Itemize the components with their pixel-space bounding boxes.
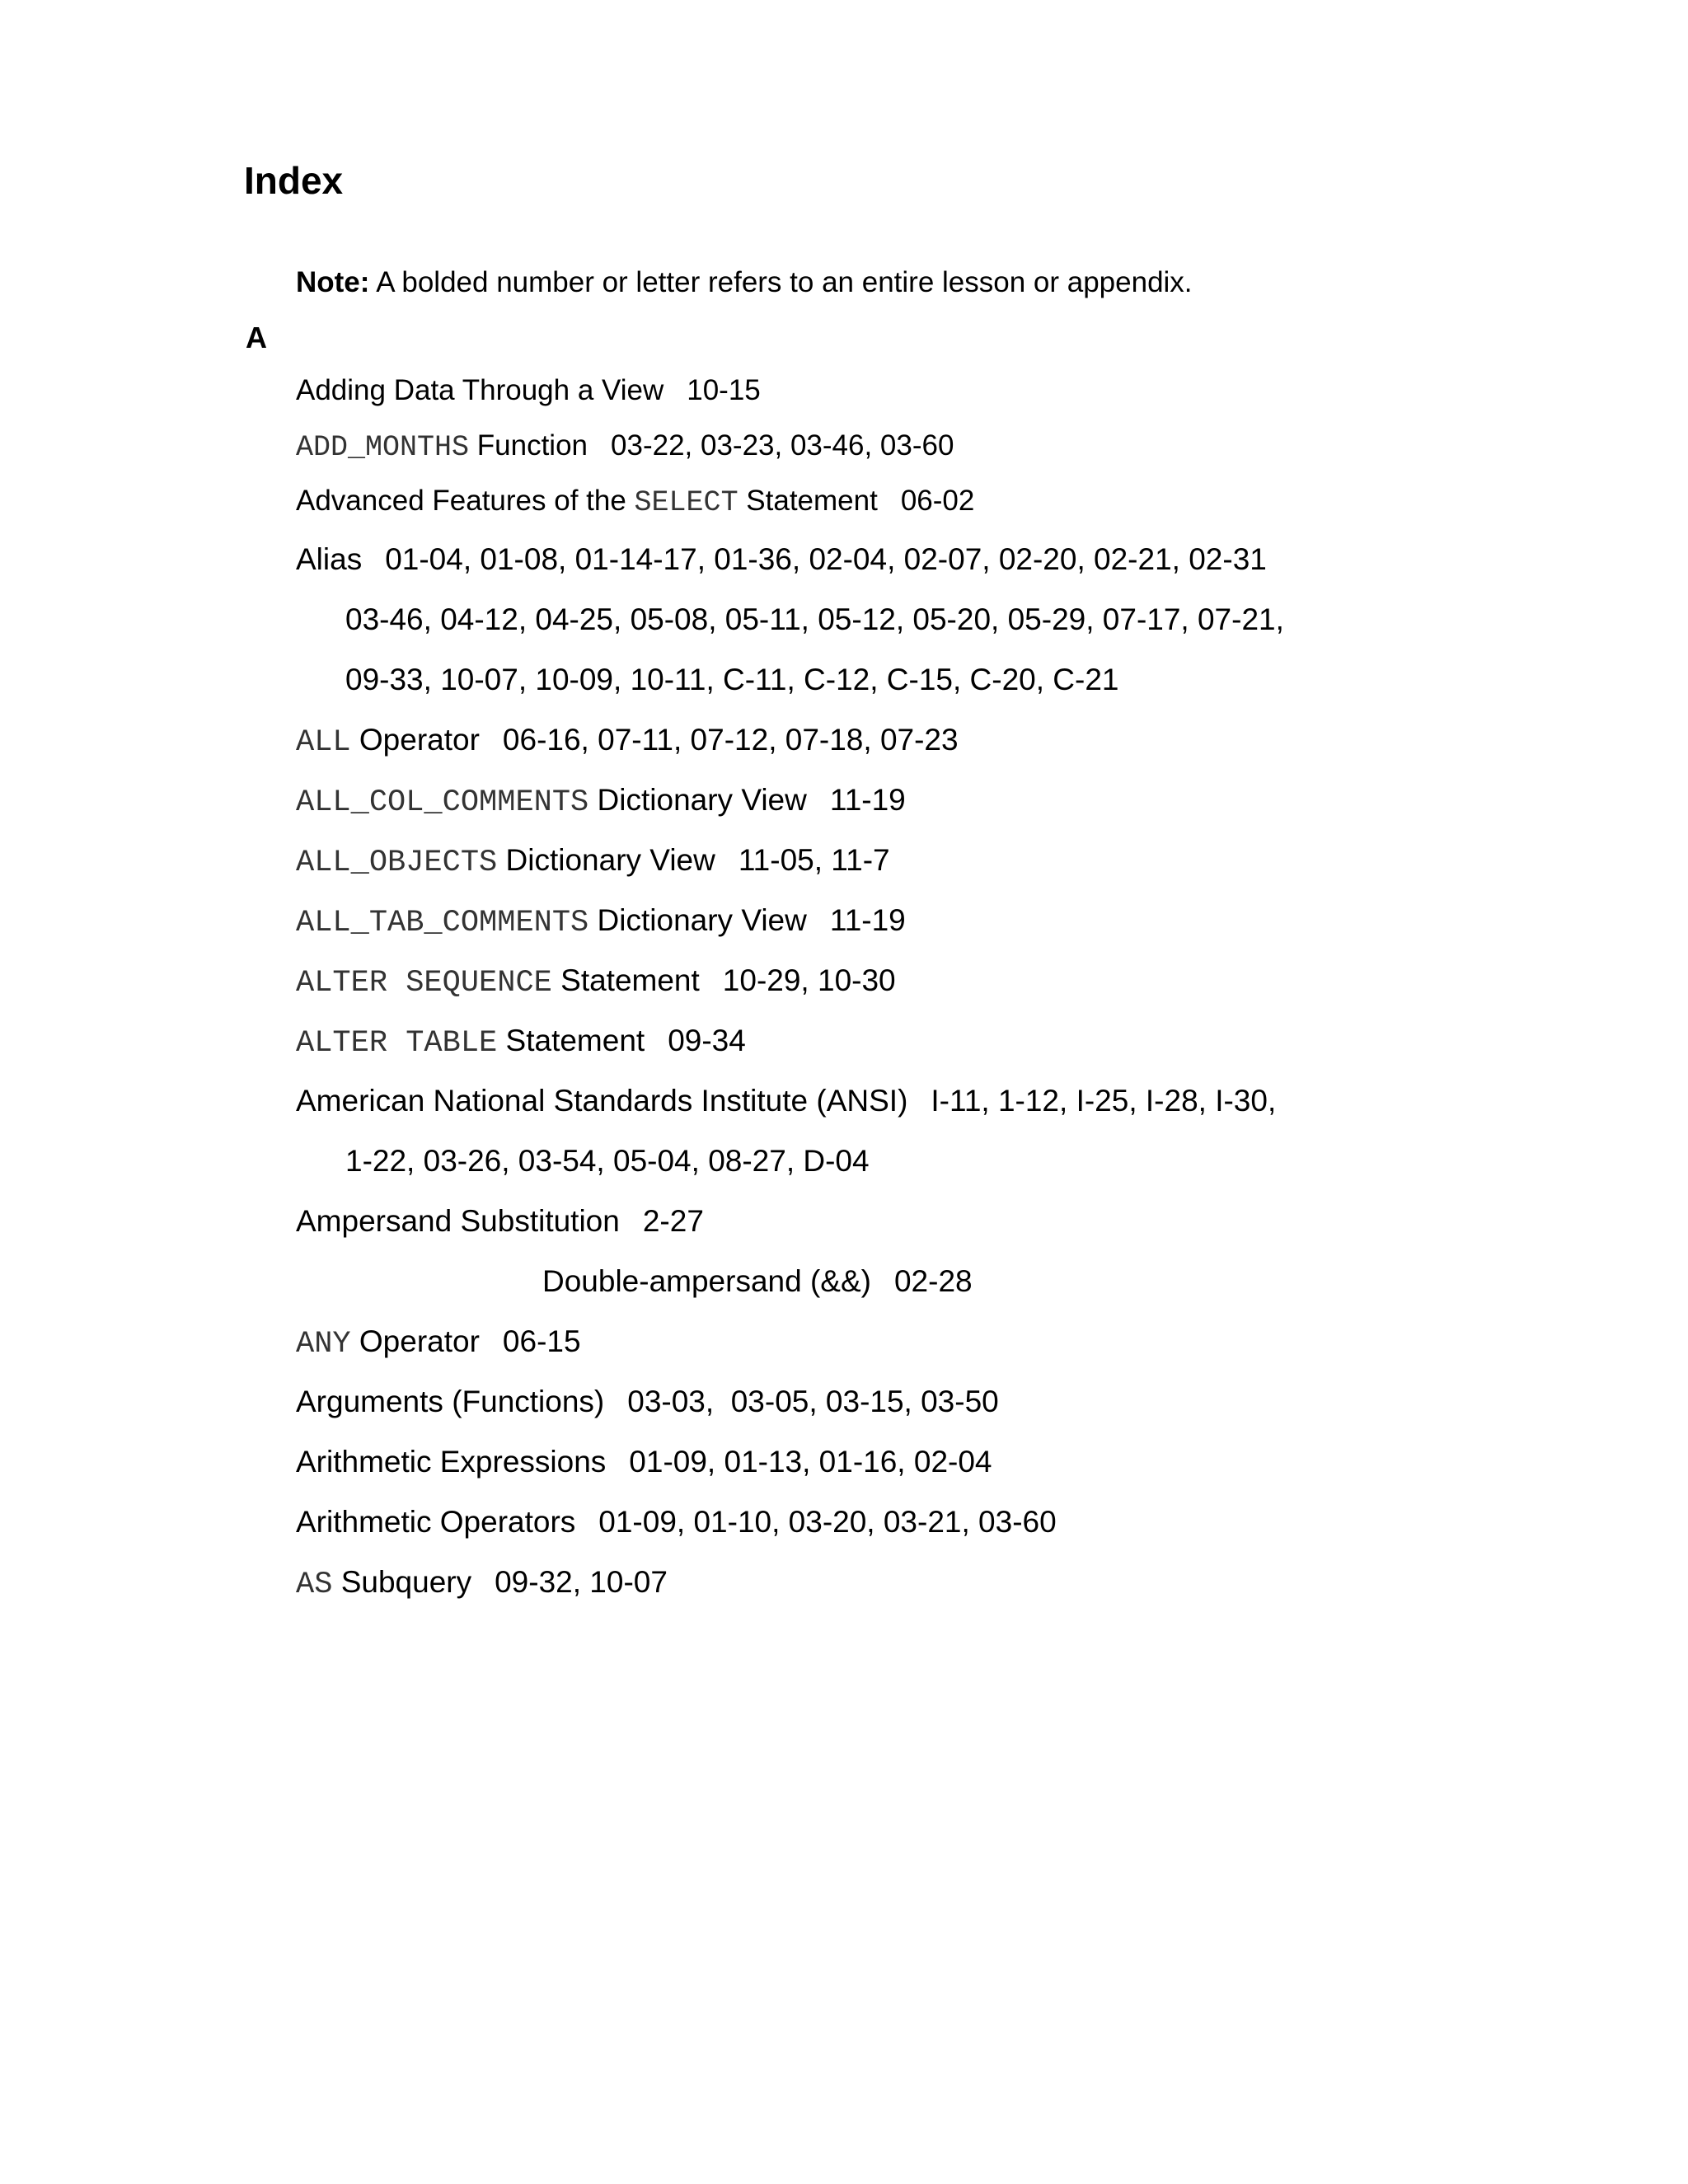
entry-term: Dictionary View — [588, 903, 807, 937]
entry-term: Operator — [350, 1324, 480, 1358]
index-note — [296, 265, 1193, 300]
entry-term: Statement — [738, 485, 878, 517]
entry-pages: 1-22, 03-26, 03-54, 05-04, 08-27, D-04 — [345, 1144, 870, 1178]
entry-term: Statement — [551, 963, 700, 997]
index-entry — [296, 1384, 999, 1420]
entry-pages: 06-02 — [900, 485, 975, 517]
index-entry — [296, 1203, 704, 1240]
index-entry-continuation — [345, 602, 1284, 638]
index-entry — [296, 484, 974, 520]
entry-term: Alias — [296, 542, 363, 576]
entry-pages: 11-19 — [829, 783, 906, 817]
index-entry — [296, 1083, 1276, 1119]
entry-term: Arithmetic Operators — [296, 1505, 576, 1539]
entry-pages: 01-09, 01-13, 01-16, 02-04 — [629, 1445, 992, 1479]
entry-term: Arguments (Functions) — [296, 1385, 605, 1418]
entry-pages: 01-04, 01-08, 01-14-17, 01-36, 02-04, 02-07, 02-20, 02-21, 02-31 — [385, 542, 1267, 576]
page-title: Index — [244, 159, 344, 202]
entry-term: Operator — [350, 723, 480, 757]
entry-pages: 09-34 — [668, 1024, 746, 1057]
entry-keyword: ALL_OBJECTS — [296, 846, 498, 880]
entry-pages: 10-29, 10-30 — [722, 963, 896, 997]
entry-keyword: ALTER SEQUENCE — [296, 966, 552, 1001]
entry-pages: 01-09, 01-10, 03-20, 03-21, 03-60 — [598, 1505, 1057, 1539]
entry-pages: 11-19 — [829, 903, 906, 937]
entry-pages: 11-05, 11-7 — [738, 843, 890, 877]
entry-term: Dictionary View — [588, 783, 807, 817]
entry-pages: 09-32, 10-07 — [495, 1565, 668, 1599]
index-entry — [296, 842, 890, 881]
entry-pages: 03-22, 03-23, 03-46, 03-60 — [611, 429, 954, 462]
index-entry — [296, 541, 1267, 578]
entry-term: Dictionary View — [497, 843, 715, 877]
index-entry-continuation — [345, 1143, 870, 1179]
index-entry — [296, 1023, 746, 1062]
entry-pages: 10-15 — [687, 374, 761, 406]
entry-pages: 06-16, 07-11, 07-12, 07-18, 07-23 — [502, 723, 959, 757]
index-entry — [296, 1444, 992, 1480]
entry-term: Adding Data Through a View — [296, 374, 664, 406]
entry-keyword: ANY — [296, 1327, 351, 1361]
index-entry — [296, 373, 761, 408]
index-entry — [296, 1324, 581, 1362]
note-text: A bolded number or letter refers to an entire lesson or appendix. — [369, 266, 1193, 298]
entry-term: Statement — [497, 1024, 645, 1057]
index-entry — [296, 1504, 1057, 1540]
entry-term: Subquery — [332, 1565, 472, 1599]
note-label: Note: — [296, 266, 370, 298]
section-letter: A — [246, 321, 267, 354]
entry-keyword: ADD_MONTHS — [296, 431, 470, 464]
entry-term: Function — [469, 429, 588, 462]
index-entry — [296, 902, 906, 941]
index-entry — [296, 963, 896, 1001]
entry-pages: 06-15 — [502, 1324, 581, 1358]
entry-term: American National Standards Institute (ANSI) — [296, 1084, 908, 1118]
entry-pages: 03-03, 03-05, 03-15, 03-50 — [627, 1385, 999, 1418]
entry-term: Arithmetic Expressions — [296, 1445, 607, 1479]
index-entry — [296, 1564, 668, 1603]
entry-pages: 09-33, 10-07, 10-09, 10-11, C-11, C-12, C-15, C-20, C-21 — [345, 663, 1119, 696]
index-subentry — [542, 1263, 973, 1300]
entry-keyword: ALL_COL_COMMENTS — [296, 785, 589, 820]
entry-keyword: ALTER TABLE — [296, 1026, 498, 1061]
entry-keyword: ALL_TAB_COMMENTS — [296, 906, 589, 940]
index-entry — [296, 429, 954, 465]
subentry-pages: 02-28 — [893, 1264, 973, 1298]
entry-keyword: ALL — [296, 725, 351, 760]
entry-pages: 03-46, 04-12, 04-25, 05-08, 05-11, 05-12, 05-20, 05-29, 07-17, 07-21, — [345, 602, 1284, 636]
entry-pages: I-11, 1-12, I-25, I-28, I-30, — [931, 1084, 1277, 1118]
entry-term-prefix: Advanced Features of the — [296, 485, 635, 517]
entry-keyword: AS — [296, 1568, 333, 1602]
index-entry — [296, 782, 906, 821]
index-entry-continuation — [345, 662, 1119, 698]
index-entry — [296, 722, 959, 761]
entry-term: Ampersand Substitution — [296, 1204, 620, 1238]
entry-pages: 2-27 — [642, 1204, 704, 1238]
entry-keyword: SELECT — [634, 486, 738, 519]
subentry-term: Double-ampersand (&&) — [542, 1264, 871, 1298]
